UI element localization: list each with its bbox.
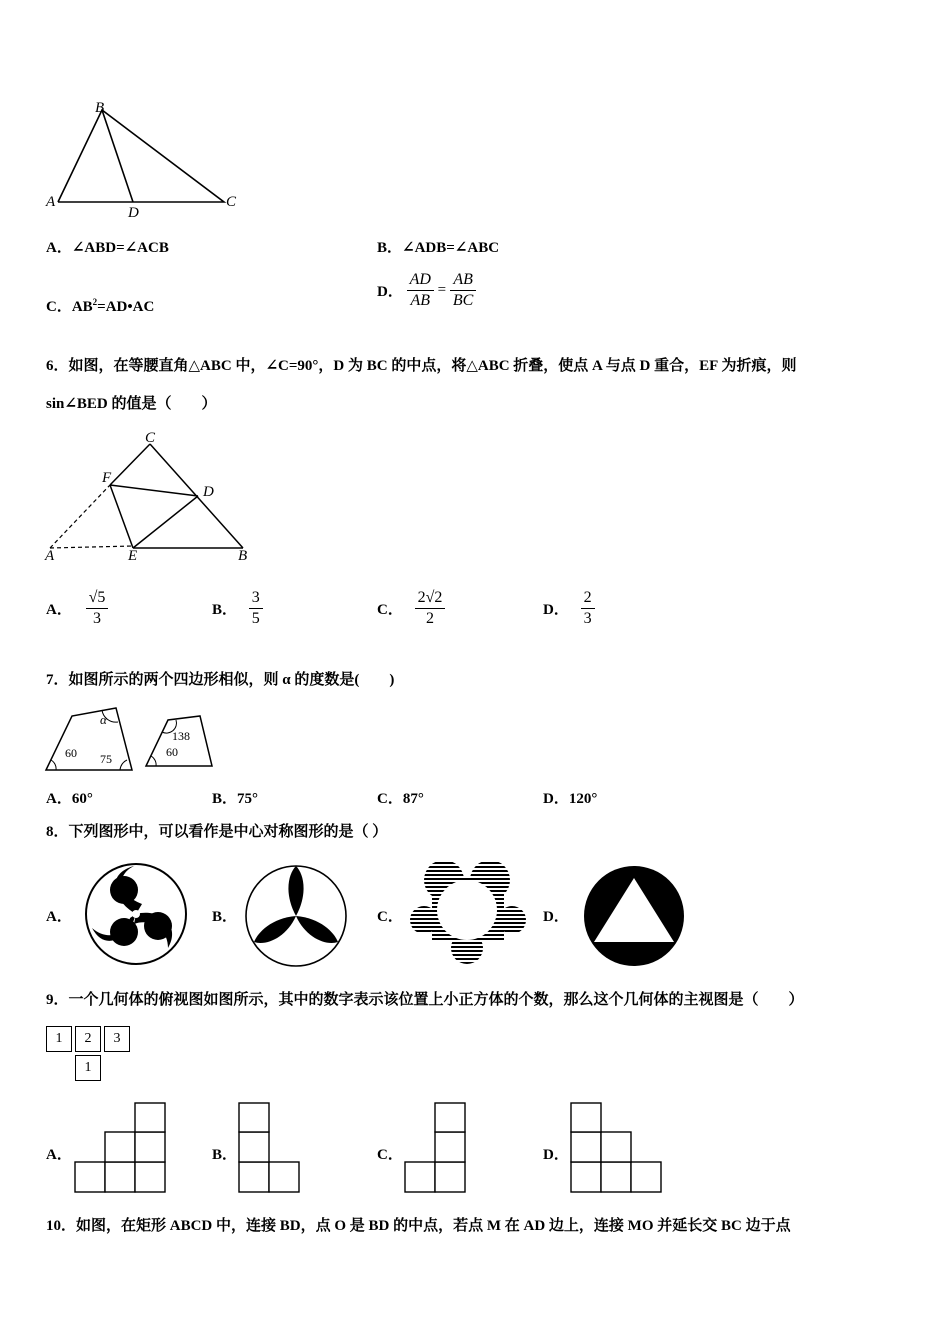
q9-label-c[interactable]: C．	[377, 1147, 403, 1163]
q6-stem-line1: 6．如图，在等腰直角△ABC 中，∠C=90°，D 为 BC 的中点，将△ABC 折叠，使点 A 与点 D 重合，EF 为折痕，则	[46, 358, 797, 374]
q6-b-label: B．	[212, 602, 238, 618]
q9-front-view-a[interactable]	[74, 1102, 166, 1194]
q9-label-a[interactable]: A．	[46, 1147, 72, 1163]
q6-a-frac	[86, 588, 109, 629]
q5-d-f2-num: AB	[450, 270, 476, 291]
q6-d-num: 2	[581, 588, 595, 609]
q6-b-num: 3	[249, 588, 263, 609]
q5-option-a[interactable]: A．∠ABD=∠ACB	[46, 240, 169, 256]
q7-option-c[interactable]: C．87°	[377, 791, 424, 807]
q6-label-C: C	[145, 430, 156, 446]
q9-cell-4: 1	[75, 1055, 101, 1081]
q8-figure-b-three-petals[interactable]	[244, 864, 348, 968]
q7-fig2-60: 60	[166, 745, 178, 759]
q5-label-D: D	[128, 205, 139, 221]
q9-cell-1: 1	[46, 1026, 72, 1052]
q8-figure-d-triangle-in-circle[interactable]	[582, 864, 686, 968]
q5-option-d-frac2	[450, 270, 476, 311]
q6-stem-line2: sin∠BED 的值是（ ）	[46, 396, 217, 412]
q5-option-c-pre: C．AB	[46, 299, 93, 315]
q6-label-E: E	[128, 548, 138, 564]
q5-option-d-frac1	[407, 270, 434, 311]
q10-stem: 10．如图，在矩形 ABCD 中，连接 BD，点 O 是 BD 的中点，若点 M 在 AD 边上，连接 MO 并延长交 BC 边于点	[46, 1218, 791, 1234]
q6-option-c[interactable]	[377, 588, 445, 629]
q6-option-b[interactable]	[212, 588, 263, 629]
q7-fig1-alpha: α	[100, 712, 107, 727]
q9-front-view-b[interactable]	[238, 1102, 300, 1194]
q5-option-d-label: D．	[377, 284, 403, 300]
q5-d-f1-den: AB	[410, 292, 431, 309]
q8-label-d[interactable]: D．	[543, 909, 569, 925]
q7-fig2-138: 138	[172, 729, 190, 743]
q9-label-b[interactable]: B．	[212, 1147, 238, 1163]
q9-cell-3: 3	[104, 1026, 130, 1052]
q5-option-c-sup: 2	[92, 297, 98, 307]
q6-a-num: √5	[86, 588, 109, 609]
q9-front-view-c[interactable]	[404, 1102, 466, 1194]
q7-fig1-75: 75	[100, 752, 112, 766]
q9-cell-2: 2	[75, 1026, 101, 1052]
q7-fig1-60: 60	[65, 746, 77, 760]
q6-d-label: D．	[543, 602, 569, 618]
q6-b-den: 5	[251, 610, 260, 627]
q6-label-D: D	[203, 484, 214, 500]
q5-option-b[interactable]: B．∠ADB=∠ABC	[377, 240, 500, 256]
q6-c-den: 2	[425, 610, 434, 627]
q5-option-d[interactable]	[377, 270, 476, 311]
q6-c-num: 2√2	[415, 588, 446, 609]
q5-label-B: B	[95, 100, 105, 116]
q5-d-f1-num: AD	[407, 270, 434, 291]
q6-option-d[interactable]	[543, 588, 595, 629]
q8-label-b[interactable]: B．	[212, 909, 238, 925]
q8-figure-c-striped-flower[interactable]	[412, 858, 522, 964]
q6-label-A: A	[45, 548, 55, 564]
q6-c-label: C．	[377, 602, 403, 618]
q8-label-a[interactable]: A．	[46, 909, 72, 925]
q5-triangle-figure	[40, 98, 250, 223]
q7-option-a[interactable]: A．60°	[46, 791, 93, 807]
q5-d-eq: =	[437, 282, 447, 298]
q6-c-frac	[415, 588, 446, 629]
q7-option-b[interactable]: B．75°	[212, 791, 259, 807]
q7-quad-1	[44, 702, 139, 777]
q8-label-c[interactable]: C．	[377, 909, 403, 925]
q7-stem: 7．如图所示的两个四边形相似，则 α 的度数是( )	[46, 672, 395, 688]
q6-d-den: 3	[583, 610, 592, 627]
q6-a-label: A．	[46, 602, 72, 618]
q8-figure-a-triskelion[interactable]	[84, 862, 188, 966]
q6-label-F: F	[102, 470, 112, 486]
q6-b-frac	[249, 588, 263, 629]
q5-option-c[interactable]	[46, 295, 154, 316]
q9-stem: 9．一个几何体的俯视图如图所示，其中的数字表示该位置上小正方体的个数，那么这个几何体的主视图是（ ）	[46, 992, 804, 1008]
q9-front-view-d[interactable]	[570, 1102, 662, 1194]
q5-d-f2-den: BC	[452, 292, 474, 309]
q6-fold-figure	[40, 428, 255, 568]
q5-label-C: C	[226, 194, 237, 210]
q7-option-d[interactable]: D．120°	[543, 791, 598, 807]
q6-d-frac	[581, 588, 595, 629]
q5-option-c-post: =AD•AC	[97, 299, 155, 315]
q6-a-den: 3	[92, 610, 101, 627]
q9-top-view-grid	[46, 1026, 136, 1086]
q9-label-d[interactable]: D．	[543, 1147, 569, 1163]
q6-option-a[interactable]	[46, 588, 108, 629]
q8-stem: 8．下列图形中，可以看作是中心对称图形的是（ ）	[46, 824, 388, 840]
q6-label-B: B	[238, 548, 248, 564]
q5-label-A: A	[46, 194, 56, 210]
